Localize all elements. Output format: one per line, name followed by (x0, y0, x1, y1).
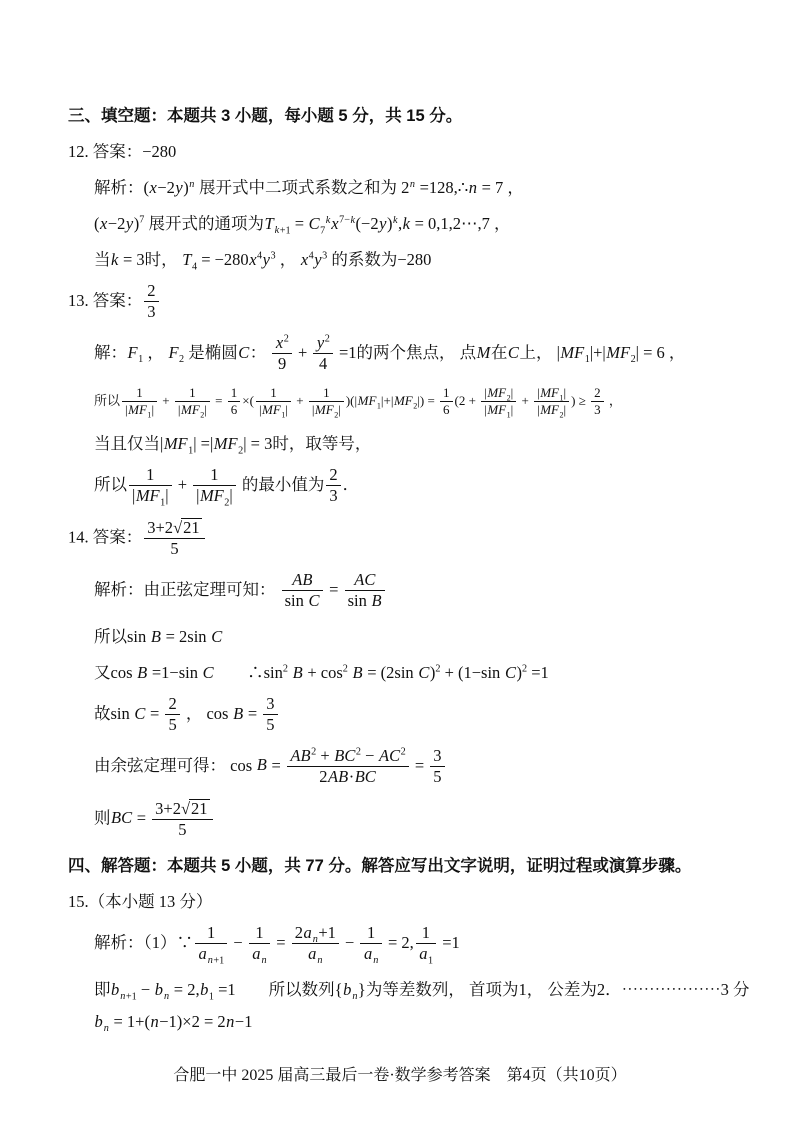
solution-line: 12. 答案：−280 (68, 142, 177, 161)
solution-line: 所以 $\frac{1}{|MF_1|}$ + $\frac{1}{|MF_2|}$ = $\frac{1}{6}$ ×( $\frac{1}{|MF_1|}$ + $\frac{1}{|MF_2|}$ )$(|MF_1|+|MF_2|)$ = $\frac{1}{6}$ (2 + $\frac{|MF_2|}{|MF_1|}$ + $\frac{|MF_1|}{|MF_2|}$ ) ≥ $\frac{2}{3}$ ， (94, 384, 622, 421)
fraction: $\frac{2a_n+1}{a_n}$ (292, 924, 339, 964)
fraction: $\frac{1}{a_n}$ (249, 924, 270, 964)
solution-line: 当且仅当$|MF_1| =|MF_2| = 3$时，取等号， (94, 433, 372, 457)
solution-line: 故sin C = $\frac{2}{5}$ ， cos B = $\frac{3}{5}$ (94, 695, 748, 735)
section-heading: 三、填空题：本题共 3 小题，每小题 5 分，共 15 分。 (68, 107, 463, 125)
fraction: $\frac{AB}{\text{sin C}}$ (282, 571, 323, 611)
fraction: $\frac{2}{3}$ (591, 386, 604, 418)
fraction: $\frac{1}{|MF_1|}$ (129, 466, 172, 506)
square-root: √21 (180, 798, 208, 818)
fraction: $\frac{2}{5}$ (165, 695, 179, 735)
fraction: $\frac{1}{|MF_2|}$ (175, 386, 210, 418)
fraction: $\frac{1}{|MF_2|}$ (309, 386, 344, 418)
fraction: $\frac{2}{3}$ (326, 466, 340, 506)
fraction: $\frac{1}{|MF_1|}$ (256, 386, 291, 418)
section-heading: 四、解答题：本题共 5 小题，共 77 分。解答应写出文字说明，证明过程或演算步骤。 (68, 856, 692, 875)
solution-line: 14. 答案： $\frac{3+2√21}{5}$ (68, 518, 748, 559)
fraction: $\frac{1}{6}$ (440, 386, 453, 418)
page-footer: 合肥一中 2025 届高三最后一卷·数学参考答案 第4页（共10页） (173, 1067, 627, 1084)
document-body (68, 90, 748, 1044)
fraction: $\frac{3+2√21}{5}$ (152, 799, 212, 840)
solution-line: 解析：由正弦定理可知： $\frac{AB}{\text{sin C}}$ = $\frac{AC}{\text{sin B}}$ (94, 571, 748, 611)
solution-line: 由余弦定理可得： cos B = $\frac{AB^2 + BC^2 - AC^2}{2AB\cdot BC}$ = $\frac{3}{5}$ (94, 747, 748, 787)
solution-line: 解：$F_1$ ， $F_2$ 是椭圆C： $\frac{x^2}{9}$ + $\frac{y^2}{4}$ =1的两个焦点， 点M在C上， $|MF_1|+|MF_2| = 6$ ， (94, 332, 686, 374)
fraction: $\frac{1}{a_1}$ (416, 924, 436, 964)
fraction: $\frac{y^2}{4}$ (313, 334, 332, 374)
fraction: $\frac{2}{3}$ (144, 282, 158, 322)
solution-line: $b_n = 1+(n-1)\times 2 = 2n-1$ (94, 1011, 253, 1034)
fraction: $\frac{3+2√21}{5}$ (144, 518, 204, 559)
solution-line: 13. 答案： $\frac{2}{3}$ (68, 282, 748, 322)
fraction: $\frac{1}{a_n}$ (360, 924, 381, 964)
solution-line: $(x-2y)^7$ 展开式的通项为$T_{k+1} = C_7^kx^{7-k}(-2y)^k,k$ = 0,1,2⋯,7 ， (94, 214, 511, 237)
solution-line: 所以 $\frac{1}{|MF_1|}$ + $\frac{1}{|MF_2|}$ 的最小值为 $\frac{2}{3}$ ． (94, 464, 360, 509)
solution-line: 则BC = $\frac{3+2√21}{5}$ (94, 799, 748, 840)
fraction: $\frac{3}{5}$ (430, 747, 444, 787)
fraction: $\frac{1}{a_{n+1}}$ (195, 924, 227, 964)
fraction: $\frac{1}{6}$ (228, 386, 241, 418)
solution-line: 又cos B =1−sin C $\therefore\sin^2$ $B + \cos^2 B = (2\sin$ C)$^2$ + (1−sin C)$^2$ =1 (94, 662, 549, 682)
solution-line: 解析：（1）∵ $\frac{1}{a_{n+1}}$ − $\frac{1}{a_n}$ = $\frac{2a_n+1}{a_n}$ − $\frac{1}{a_n}$ = 2, $\frac{1}{a_1}$ =1 (94, 922, 460, 967)
solution-line: 当k = 3时， $T_4 = -280x^4y^3$ ， $x^4y^3$ 的系数为−280 (94, 250, 432, 273)
solution-line: 即$b_{n+1} - b_n = 2,b_1 =1$ 所以数列$\{b_n\}$为等差数列， 首项为1， 公差为2．⋯⋯⋯⋯⋯⋯3 分 (94, 979, 750, 1002)
solution-line: 所以sin B = 2sin C (94, 626, 223, 646)
fraction: $\frac{|MF_1|}{|MF_2|}$ (534, 386, 569, 418)
fraction: $\frac{AB^2 + BC^2 - AC^2}{2AB\cdot BC}$ (287, 747, 409, 787)
fraction: $\frac{1}{|MF_1|}$ (122, 386, 157, 418)
fraction: $\frac{|MF_2|}{|MF_1|}$ (481, 386, 516, 418)
fraction: $\frac{3}{5}$ (263, 695, 277, 735)
fraction: $\frac{1}{|MF_2|}$ (193, 466, 236, 506)
solution-line: 解析：$(x-2y)^n$ 展开式中二项式系数之和为 $2^n$ =128,∴n = 7 ， (94, 178, 524, 197)
fraction: $\frac{x^2}{9}$ (272, 334, 291, 374)
solution-line: 15.（本小题 13 分） (68, 891, 213, 911)
square-root: √21 (173, 517, 200, 537)
fraction: $\frac{AC}{\text{sin B}}$ (345, 571, 385, 611)
